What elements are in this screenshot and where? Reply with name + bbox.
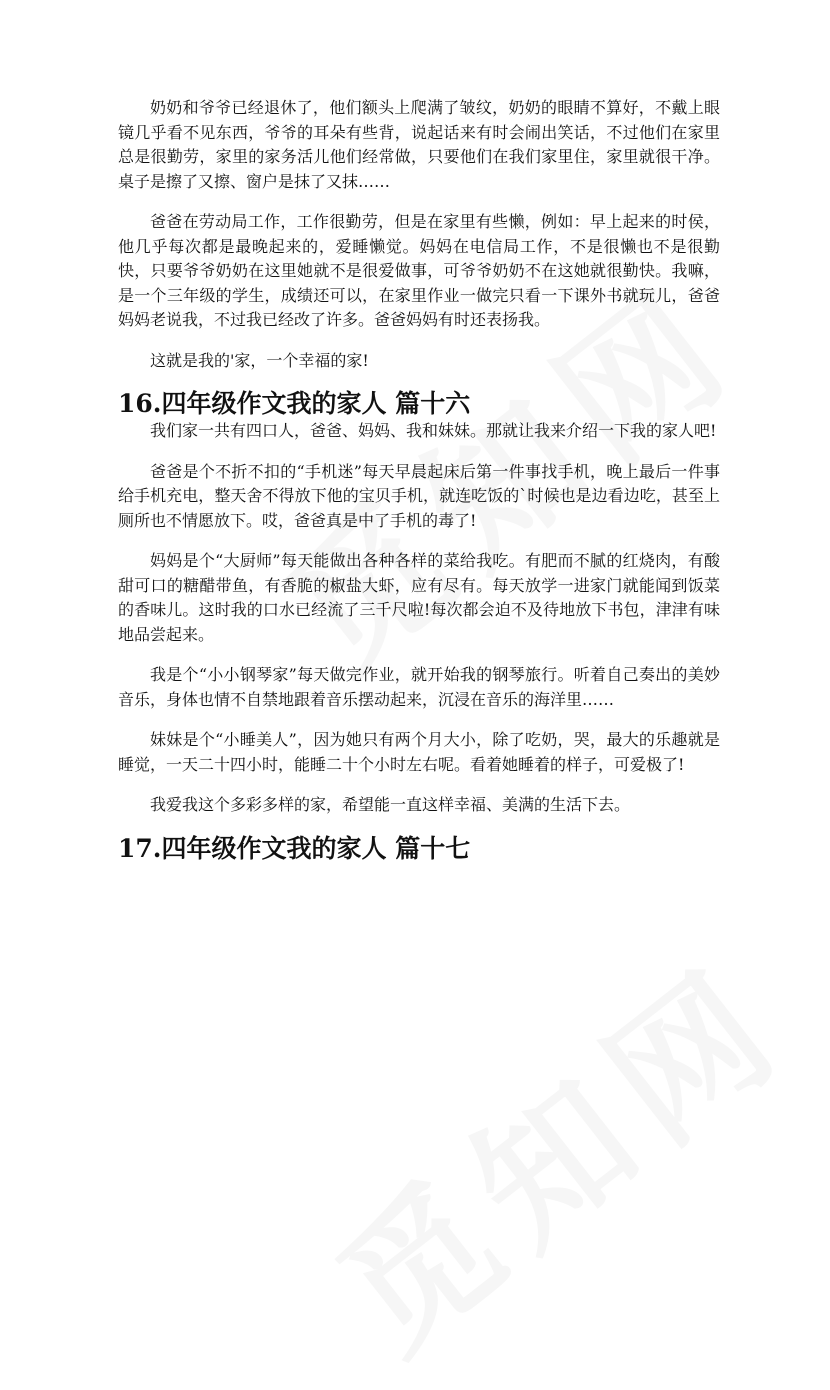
paragraph: 奶奶和爷爷已经退休了，他们额头上爬满了皱纹，奶奶的眼睛不算好，不戴上眼镜几乎看不见东西，爷爷的耳朵有些背，说起话来有时会闹出笑话，不过他们在家里总是很勤劳，家里的家务活儿他们经常做，只要他们在我们家里住，家里就很干净。桌子是擦了又擦、窗户是抹了又抹…… bbox=[118, 98, 720, 191]
section-heading: 17.四年级作文我的家人 篇十七 bbox=[118, 833, 471, 863]
paragraph: 爸爸在劳动局工作，工作很勤劳，但是在家里有些懒，例如：早上起来的时侯，他几乎每次都是最晚起来的，爱睡懒觉。妈妈在电信局工作，不是很懒也不是很勤快，只要爷爷奶奶在这里她就不是很爱做事，可爷爷奶奶不在这她就很勤快。我嘛，是一个三年级的学生，成绩还可以，在家里作业一做完只看一下课外书就玩儿，爸爸妈妈老说我，不过我已经改了许多。爸爸妈妈有时还表扬我。 bbox=[118, 212, 720, 329]
paragraph: 我爱我这个多彩多样的家，希望能一直这样幸福、美满的生活下去。 bbox=[150, 795, 631, 814]
paragraph: 爸爸是个不折不扣的“手机迷”每天早晨起床后第一件事找手机，晚上最后一件事给手机充电，整天舍不得放下他的宝贝手机，就连吃饭的`时候也是边看边吃，甚至上厕所也不情愿放下。哎，爸爸真是中了手机的毒了! bbox=[118, 461, 720, 530]
paragraph: 妈妈是个“大厨师”每天能做出各种各样的菜给我吃。有肥而不腻的红烧肉，有酸甜可口的糖醋带鱼，有香脆的椒盐大虾，应有尽有。每天放学一进家门就能闻到饭菜的香味儿。这时我的口水已经流了三千尺啦!每次都会迫不及待地放下书包，津津有味地品尝起来。 bbox=[118, 551, 720, 644]
watermark bbox=[288, 906, 823, 1390]
document-content bbox=[118, 96, 720, 864]
paragraph: 我们家一共有四口人，爸爸、妈妈、我和妹妹。那就让我来介绍一下我的家人吧! bbox=[150, 421, 717, 440]
paragraph: 这就是我的'家，一个幸福的家! bbox=[150, 350, 369, 370]
section-heading: 16.四年级作文我的家人 篇十六 bbox=[118, 389, 471, 418]
paragraph: 妹妹是个“小睡美人”，因为她只有两个月大小，除了吃奶，哭，最大的乐趣就是睡觉，一天二十四小时，能睡二十个小时左右呢。看着她睡着的样子，可爱极了! bbox=[118, 730, 720, 774]
paragraph: 我是个“小小钢琴家”每天做完作业，就开始我的钢琴旅行。听着自己奏出的美妙音乐，身体也情不自禁地跟着音乐摆动起来，沉浸在音乐的海洋里…… bbox=[118, 665, 720, 709]
